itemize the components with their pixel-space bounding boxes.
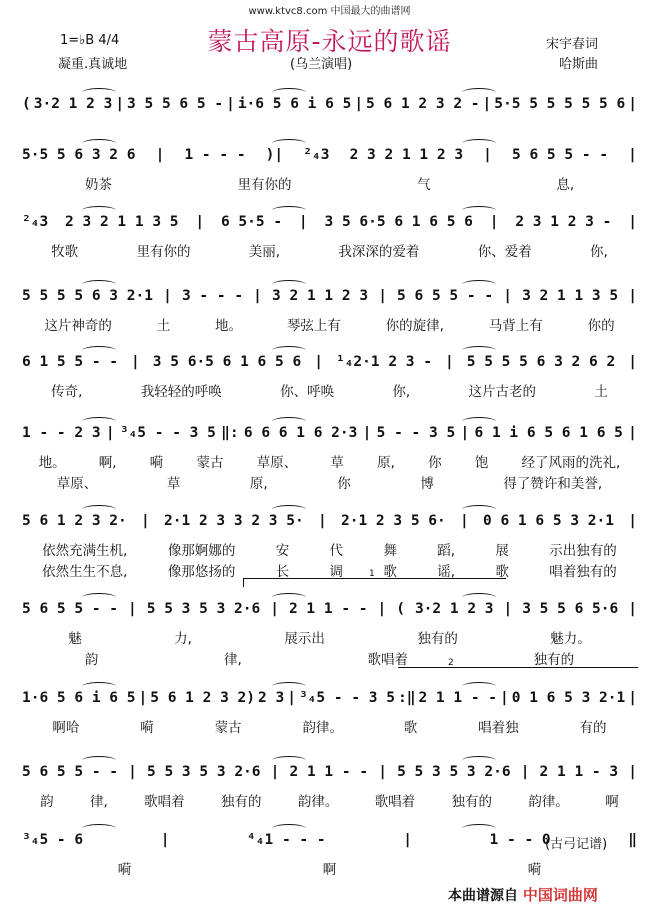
lyric-word: 依然充满生机, — [42, 543, 128, 559]
barline: | — [131, 354, 140, 370]
notes-line — [22, 601, 637, 617]
notes-line — [22, 96, 637, 112]
barline: | — [226, 96, 235, 112]
barline: | — [314, 354, 323, 370]
lyric-word: 气 — [417, 177, 431, 193]
barline: ( — [22, 96, 31, 112]
note-group: 0 6 1 6 5 3 2·1 — [483, 513, 614, 529]
lyrics-line — [22, 790, 637, 810]
note-group: 2 3 2 1 1 2 3 — [349, 147, 464, 163]
lyric-word: 嗬 — [117, 862, 132, 878]
lyric-word: 琴弦上有 — [286, 318, 341, 334]
lyrics-line — [22, 648, 637, 668]
lyric-word: 啊, — [98, 455, 117, 471]
notes-line — [22, 354, 637, 370]
transcriber-credit: (古弓记谱) — [545, 837, 608, 852]
lyric-word: 韵 — [40, 794, 54, 810]
note-group: ³₄5 - - 3 5 — [119, 425, 216, 441]
slur — [272, 417, 306, 426]
barline: | — [483, 147, 492, 163]
barline: | — [253, 288, 262, 304]
lyric-word: 你的 — [587, 318, 615, 334]
lyric-word: 独有的 — [221, 794, 262, 810]
composer-credit: 哈斯曲 — [559, 57, 599, 72]
lyric-word: 代 — [329, 543, 344, 559]
slur — [462, 593, 496, 602]
note-group: 6 1 5 5 - - — [22, 354, 119, 370]
lyric-word: 歌 — [495, 564, 509, 580]
barline: ( — [396, 601, 405, 617]
lyric-word: 息, — [556, 177, 575, 193]
slur — [82, 593, 116, 602]
source-footer — [448, 884, 598, 905]
lyric-word: 啊 — [322, 862, 337, 878]
slur — [82, 206, 116, 215]
slur — [272, 346, 306, 355]
lyric-word: 你, — [590, 244, 608, 260]
note-group: 3 5 6·5 6 1 6 5 6 — [324, 214, 473, 230]
barline: | — [298, 214, 308, 230]
barline: | — [160, 832, 170, 848]
barline: | — [128, 764, 137, 780]
barline: | — [628, 214, 637, 230]
barline: | — [105, 425, 115, 441]
key-signature: 1=♭B 4/4 — [60, 33, 120, 48]
slur — [272, 206, 306, 215]
lyric-word: 独有的 — [533, 652, 575, 668]
slur — [462, 206, 496, 215]
note-group: 5 6 5 5 - - — [22, 601, 119, 617]
note-group: 1 - - 2 3 — [22, 425, 101, 441]
song-title: 蒙古高原-永远的歌谣 — [207, 27, 452, 56]
lyric-word: 律, — [224, 652, 242, 668]
barline: | — [628, 96, 637, 112]
lyric-word: 经了风雨的洗礼, — [521, 455, 621, 471]
barline: | — [503, 601, 513, 617]
notes-line — [22, 425, 637, 441]
slur — [272, 824, 306, 833]
lyric-word: 草原、 — [256, 455, 298, 471]
lyric-word: 你 — [428, 455, 442, 471]
note-group: ²₄3 — [303, 147, 330, 163]
note-group: 1 - - 0 — [489, 832, 551, 848]
lyric-word: 蒙古 — [214, 720, 242, 736]
note-group: 5·5 5 5 5 5 5 6 — [494, 96, 626, 112]
lyrics-line — [22, 314, 637, 334]
barline: | — [460, 425, 470, 441]
note-group: 2 3 1 2 3 - — [515, 214, 612, 230]
note-group: 2 1 1 - 3 — [539, 764, 619, 780]
note-group: 2 3 2 1 1 3 5 — [65, 214, 179, 230]
lyric-word: 舞 — [383, 543, 397, 559]
note-group: 5 6 1 2 3 2) — [150, 690, 255, 706]
lyric-word: 地。 — [215, 318, 243, 334]
slur — [82, 505, 116, 514]
lyric-word: 谣, — [437, 564, 456, 580]
volta-1-label: 1 — [369, 569, 375, 579]
lyrics-line — [22, 173, 637, 193]
source-site: 中国词曲网 — [522, 886, 598, 904]
barline: | — [195, 214, 205, 230]
barline: | — [489, 214, 499, 230]
note-group: 5 5 3 5 3 2·6 — [147, 764, 261, 780]
barline: ‖ — [628, 832, 637, 848]
note-group: 6 5·5 - — [220, 214, 283, 230]
note-group: 5 5 3 5 3 2·6 — [397, 764, 511, 780]
note-group: i·6 5 6 i 6 5 — [237, 96, 352, 112]
lyric-word: 像那悠扬的 — [167, 564, 236, 580]
notes-line — [22, 214, 637, 230]
slur — [82, 139, 116, 148]
lyric-word: 歌 — [383, 564, 397, 580]
lyric-word: 你 — [337, 476, 351, 492]
lyric-word: 我深深的爱着 — [338, 244, 420, 260]
lyric-word: 韵律。 — [297, 794, 339, 810]
lyric-word: 嗬 — [527, 862, 542, 878]
lyrics-line — [22, 380, 637, 400]
lyric-word: 韵律。 — [302, 720, 343, 736]
lyric-word: 依然生生不息, — [42, 564, 128, 580]
lyric-word: 独有的 — [417, 631, 458, 647]
note-group: 3 2 1 1 2 3 — [272, 288, 369, 304]
slur — [462, 88, 496, 97]
slur — [462, 280, 496, 289]
barline: | — [155, 147, 165, 163]
slur — [462, 505, 496, 514]
note-group: 5 6 5 5 - - — [397, 288, 494, 304]
slur — [82, 280, 116, 289]
barline: | — [628, 513, 637, 529]
lyric-word: 传奇, — [51, 384, 83, 400]
lyric-word: 蒙古 — [196, 455, 224, 471]
lyric-word: 韵律。 — [528, 794, 569, 810]
barline: | — [115, 96, 125, 112]
lyric-word: 得了赞许和美誉, — [503, 476, 603, 492]
lyric-word: 长 — [275, 564, 290, 580]
lyric-word: 啊哈 — [52, 720, 80, 736]
lyric-word: 示出独有的 — [549, 543, 617, 559]
volta-1 — [243, 569, 506, 587]
note-group: 3 - - - — [181, 288, 244, 304]
singer-credit: (乌兰演唱) — [290, 57, 353, 72]
note-group: 5 6 1 2 3 2 - — [366, 96, 480, 112]
barline: | — [378, 764, 387, 780]
notes-line — [22, 690, 637, 706]
lyric-word: 土 — [594, 384, 608, 400]
barline: )| — [265, 147, 284, 163]
notes-line — [22, 288, 637, 304]
note-group: 0 1 6 5 3 2·1 — [511, 690, 626, 706]
note-group: 1·6 5 6 i 6 5 — [22, 690, 136, 706]
barline: | — [362, 425, 372, 441]
lyric-word: 安 — [275, 543, 290, 559]
notes-line — [22, 764, 637, 780]
lyric-word: 地。 — [38, 455, 66, 471]
note-group: 3·2 1 2 3 — [414, 601, 494, 617]
note-group: 5 5 5 5 6 3 2·1 — [22, 288, 153, 304]
lyric-word: 饱 — [474, 455, 489, 471]
barline: | — [377, 601, 387, 617]
lyrics-line — [22, 627, 637, 647]
slur — [272, 505, 306, 514]
barline: | — [628, 425, 637, 441]
lyric-word: 像那婀娜的 — [167, 543, 236, 559]
slur — [272, 280, 306, 289]
lyric-word: 原, — [249, 476, 268, 492]
lyric-word: 唱着独有的 — [549, 564, 617, 580]
note-group: 3 5 5 6 5·6 — [522, 601, 619, 617]
barline: | — [128, 601, 137, 617]
barline: | — [270, 764, 280, 780]
note-group: 5 - - 3 5 — [376, 425, 456, 441]
note-group: 2 1 1 - - — [289, 764, 369, 780]
lyric-word: 这片古老的 — [468, 384, 536, 400]
source-prefix: 本曲谱源自 — [448, 888, 518, 904]
barline: | — [628, 764, 637, 780]
lyric-word: 唱着独 — [478, 720, 519, 736]
barline: | — [403, 832, 412, 848]
note-group: ³₄5 - - 3 5 — [298, 690, 395, 706]
barline: | — [628, 288, 637, 304]
lyrics-line — [22, 472, 637, 492]
lyric-word: 马背上有 — [488, 318, 543, 334]
lyric-word: 歌唱着 — [374, 794, 416, 810]
lyric-word: 歌唱着 — [144, 794, 185, 810]
lyric-word: 歌 — [403, 720, 418, 736]
lyric-word: 奶茶 — [84, 177, 112, 193]
note-group: ²₄3 — [22, 214, 49, 230]
barline: | — [628, 601, 637, 617]
note-group: 5 6 5 5 - - — [512, 147, 609, 163]
note-group: 6 1 i 6 5 6 1 6 5 — [474, 425, 623, 441]
lyric-word: 你、爱着 — [477, 244, 532, 260]
note-group: 6 6 6 1 6 2·3 — [243, 425, 358, 441]
note-group: ⁴₄1 - - - — [247, 832, 326, 848]
barline: | — [317, 513, 327, 529]
lyrics-line — [22, 858, 637, 878]
slur — [462, 417, 496, 426]
lyrics-line — [22, 451, 637, 471]
lyric-word: 里有你的 — [136, 244, 191, 260]
slur — [462, 682, 496, 691]
slur — [82, 417, 116, 426]
lyrics-line — [22, 240, 637, 260]
lyric-word: 调 — [329, 564, 344, 580]
lyric-word: 魅 — [68, 631, 82, 647]
lyric-word: 美丽, — [248, 244, 281, 260]
slur — [82, 88, 116, 97]
lyrics-line — [22, 560, 637, 580]
slur — [272, 682, 306, 691]
note-group: 3 5 5 6 5 - — [127, 96, 224, 112]
lyric-word: 你, — [392, 384, 411, 400]
note-group: 2 3 — [258, 690, 285, 706]
lyric-word: 有的 — [579, 720, 607, 736]
barline: | — [628, 690, 637, 706]
note-group: 5 6 1 2 3 2· — [22, 513, 127, 529]
barline: | — [500, 690, 509, 706]
tempo-marking: 凝重.真诚地 — [58, 57, 128, 72]
note-group: 3 2 1 1 3 5 — [522, 288, 619, 304]
note-group: 3·2 1 2 3 — [33, 96, 113, 112]
barline: | — [520, 764, 530, 780]
site-header: www.ktvc8.com 中国最大的曲谱网 — [248, 6, 411, 17]
note-group: 5 6 5 5 - - — [22, 764, 119, 780]
notes-line — [22, 513, 637, 529]
lyric-word: 原, — [377, 455, 395, 471]
note-group: 2·1 2 3 3 2 3 5· — [164, 513, 304, 529]
lyric-word: 草原、 — [56, 476, 98, 492]
lyric-word: 展示出 — [284, 631, 325, 647]
lyric-word: 我轻轻的呼唤 — [140, 384, 222, 400]
lyric-word: 嗬 — [140, 720, 154, 736]
lyric-word: 博 — [420, 476, 434, 492]
lyric-word: 展 — [495, 543, 509, 559]
volta-2-label: 2 — [448, 658, 454, 668]
note-group: 1 - - - — [184, 147, 246, 163]
barline: | — [141, 513, 150, 529]
lyric-word: 律, — [90, 794, 108, 810]
barline: ‖: — [221, 425, 239, 441]
lyric-word: 这片神奇的 — [44, 318, 112, 334]
lyrics-line — [22, 539, 637, 559]
lyric-word: 草 — [166, 476, 181, 492]
slur — [272, 593, 306, 602]
barline: | — [163, 288, 172, 304]
barline: | — [628, 354, 637, 370]
barline: | — [503, 288, 512, 304]
note-group: 2 1 1 - - — [288, 601, 368, 617]
lyric-word: 力, — [174, 631, 192, 647]
lyric-word: 牧歌 — [51, 244, 79, 260]
barline: | — [460, 513, 469, 529]
note-group: ³₄5 - 6 — [22, 832, 84, 848]
slur — [272, 88, 306, 97]
lyric-word: 韵 — [84, 652, 99, 668]
lyric-word: 你、呼唤 — [280, 384, 335, 400]
lyric-word: 嗬 — [149, 455, 164, 471]
slur — [272, 139, 306, 148]
note-group: 2·1 2 3 5 6· — [340, 513, 446, 529]
lyric-word: 蹈, — [437, 543, 456, 559]
barline: | — [628, 147, 637, 163]
lyric-word: 土 — [156, 318, 171, 334]
note-group: ¹₄2·1 2 3 - — [335, 354, 432, 370]
lyric-word: 你的旋律, — [385, 318, 444, 334]
lyric-word: 草 — [330, 455, 344, 471]
lyric-word: 歌唱着 — [367, 652, 408, 668]
barline: | — [482, 96, 492, 112]
note-group: 3 5 6·5 6 1 6 5 6 — [152, 354, 302, 370]
lyric-word: 魅力。 — [550, 631, 591, 647]
lyricist-credit: 宋宇春词 — [546, 37, 599, 52]
slur — [462, 346, 496, 355]
barline: :‖ — [397, 690, 416, 706]
lyrics-line — [22, 716, 637, 736]
lyric-word: 独有的 — [451, 794, 493, 810]
barline: | — [270, 601, 279, 617]
slur — [272, 756, 306, 765]
note-group: 5·5 5 6 3 2 6 — [22, 147, 136, 163]
notes-line — [22, 147, 637, 163]
slur — [82, 346, 116, 355]
barline: | — [378, 288, 387, 304]
note-group: 2 1 1 - - — [418, 690, 498, 706]
note-group: 5 5 3 5 3 2·6 — [146, 601, 261, 617]
barline: | — [287, 690, 296, 706]
slur — [82, 756, 116, 765]
slur — [82, 824, 116, 833]
slur — [462, 139, 496, 148]
lyric-word: 里有你的 — [237, 177, 292, 193]
lyric-word: 啊 — [605, 794, 619, 810]
barline: | — [445, 354, 454, 370]
slur — [82, 682, 116, 691]
barline: | — [354, 96, 364, 112]
slur — [462, 756, 496, 765]
barline: | — [138, 690, 148, 706]
note-group: 5 5 5 5 6 3 2 6 2 — [466, 354, 616, 370]
slur — [462, 824, 496, 833]
